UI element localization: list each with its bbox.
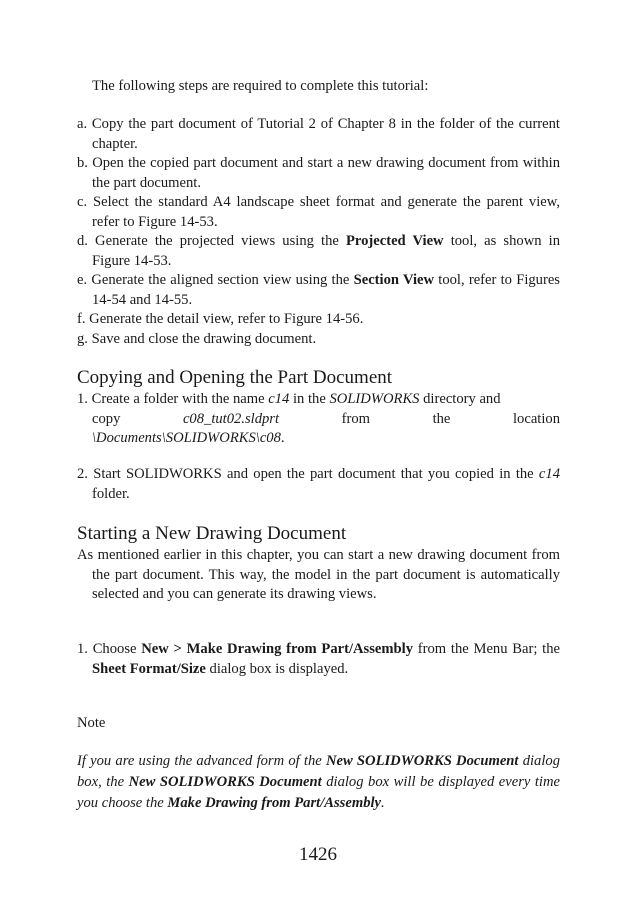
page-number: 1426 xyxy=(299,844,337,865)
new-drawing-paragraph: As mentioned earlier in this chapter, you can start a new drawing document from the part document. This way, the model in the part document is automatically selected and you can generate its drawing views. xyxy=(77,547,560,602)
note-label: Note xyxy=(77,715,106,731)
list-item: a. Copy the part document of Tutorial 2 of Chapter 8 in the folder of the current chapter. xyxy=(77,116,560,152)
copy-step-2: 2. Start SOLIDWORKS and open the part document that you copied in the c14 folder. xyxy=(77,466,560,502)
section-heading-new-drawing: Starting a New Drawing Document xyxy=(77,523,347,544)
source-path: \Documents\SOLIDWORKS\c08 xyxy=(92,430,281,446)
menu-command-name: New > Make Drawing from Part/Assembly xyxy=(141,641,414,657)
list-item: c. Select the standard A4 landscape sheet format and generate the parent view, refer to Figure 14-53. xyxy=(77,194,560,230)
dialog-name: Sheet Format/Size xyxy=(92,660,206,677)
projected-view-tool-name: Projected View xyxy=(345,233,444,249)
list-item: d. Generate the projected views using the Projected View tool, as shown in Figure 14-53. xyxy=(77,233,560,269)
list-item: b. Open the copied part document and start a new drawing document from within the part document. xyxy=(77,155,560,191)
list-item: e. Generate the aligned section view using the Section View tool, refer to Figures 14-54 and 14-55. xyxy=(77,272,560,308)
section-view-tool-name: Section View xyxy=(353,272,435,288)
section-heading-copying: Copying and Opening the Part Document xyxy=(77,367,393,388)
copy-step-1: 1. Create a folder with the name c14 in the SOLIDWORKS directory and copy c08_tut02.sldprt from the location \Documents\SOLIDWORKS\c08. xyxy=(77,391,560,446)
list-item: f. Generate the detail view, refer to Figure 14-56. xyxy=(77,311,364,327)
list-item: g. Save and close the drawing document. xyxy=(77,330,317,347)
intro-text: The following steps are required to complete this tutorial: xyxy=(92,78,429,94)
new-drawing-step-1: 1. Choose New > Make Drawing from Part/Assembly from the Menu Bar; the Sheet Format/Size dialog box is displayed. xyxy=(77,641,560,677)
tutorial-steps-list xyxy=(77,115,560,349)
note-text: If you are using the advanced form of the New SOLIDWORKS Document dialog box, the New SOLIDWORKS Document dialog box will be displayed every time you choose the Make Drawing from Part/Assembly. xyxy=(77,753,560,811)
